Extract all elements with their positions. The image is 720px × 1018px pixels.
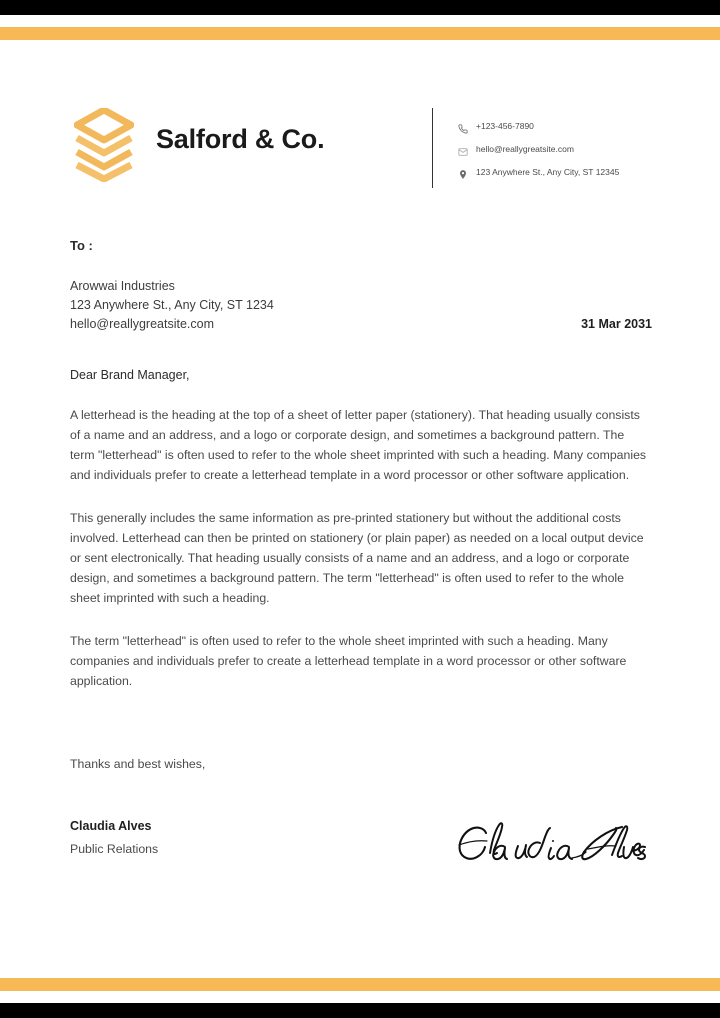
signer-name: Claudia Alves xyxy=(70,819,152,833)
body-paragraph-1: A letterhead is the heading at the top of a sheet of letter paper (stationery). That heading usually consists of a name and an address, and a logo or corporate design, and sometimes a background pattern. The term "letterhead" is often used to refer to the whole sheet imprinted with such a heading. Many companies and individuals prefer to create a letterhead template in a word processor or other software application. xyxy=(70,408,647,482)
letterhead-header xyxy=(0,104,720,196)
contact-email-text: hello@reallygreatsite.com xyxy=(476,144,574,154)
contact-list xyxy=(458,121,658,190)
recipient-block xyxy=(70,277,652,334)
company-name: Salford & Co. xyxy=(156,124,325,154)
recipient-email: hello@reallygreatsite.com xyxy=(70,317,215,331)
bottom-accent-bar xyxy=(0,978,720,991)
body-paragraph-3: The term "letterhead" is often used to refer to the whole sheet imprinted with such a heading. Many companies and individuals prefer to create a letterhead template in a word processor or other software application. xyxy=(70,634,627,688)
contact-item-address[interactable] xyxy=(458,167,658,181)
bottom-black-band xyxy=(0,1003,720,1018)
body-paragraph-2: This generally includes the same information as pre-printed stationery but without the additional costs involved. Letterhead can then be printed on stationery (or plain paper) as needed on a local output device or sent electronically. That heading usually consists of a name and an address, and a logo or corporate design, and sometimes a background pattern. The term "letterhead" is often used to refer to the whole sheet imprinted with such a heading. xyxy=(70,511,644,605)
contact-address-text: 123 Anywhere St., Any City, ST 12345 xyxy=(476,167,620,177)
envelope-icon xyxy=(458,145,476,158)
signature-block xyxy=(70,819,652,889)
to-label: To : xyxy=(70,238,93,253)
top-accent-bar xyxy=(0,27,720,40)
contact-item-phone[interactable] xyxy=(458,121,658,135)
closing-line: Thanks and best wishes, xyxy=(70,757,206,771)
contact-phone-text: +123-456-7890 xyxy=(476,121,534,131)
recipient-company: Arowwai Industries xyxy=(70,279,175,293)
salutation: Dear Brand Manager, xyxy=(70,368,190,382)
recipient-address: 123 Anywhere St., Any City, ST 1234 xyxy=(70,298,274,312)
phone-icon xyxy=(458,122,476,135)
location-pin-icon xyxy=(458,168,476,181)
stacked-layers-icon xyxy=(74,108,134,182)
contact-item-email[interactable] xyxy=(458,144,658,158)
signer-title: Public Relations xyxy=(70,842,159,856)
header-divider xyxy=(432,108,433,188)
top-black-band xyxy=(0,0,720,15)
handwritten-signature-icon xyxy=(452,817,652,873)
letter-body xyxy=(70,238,652,889)
letter-date: 31 Mar 2031 xyxy=(581,317,652,331)
